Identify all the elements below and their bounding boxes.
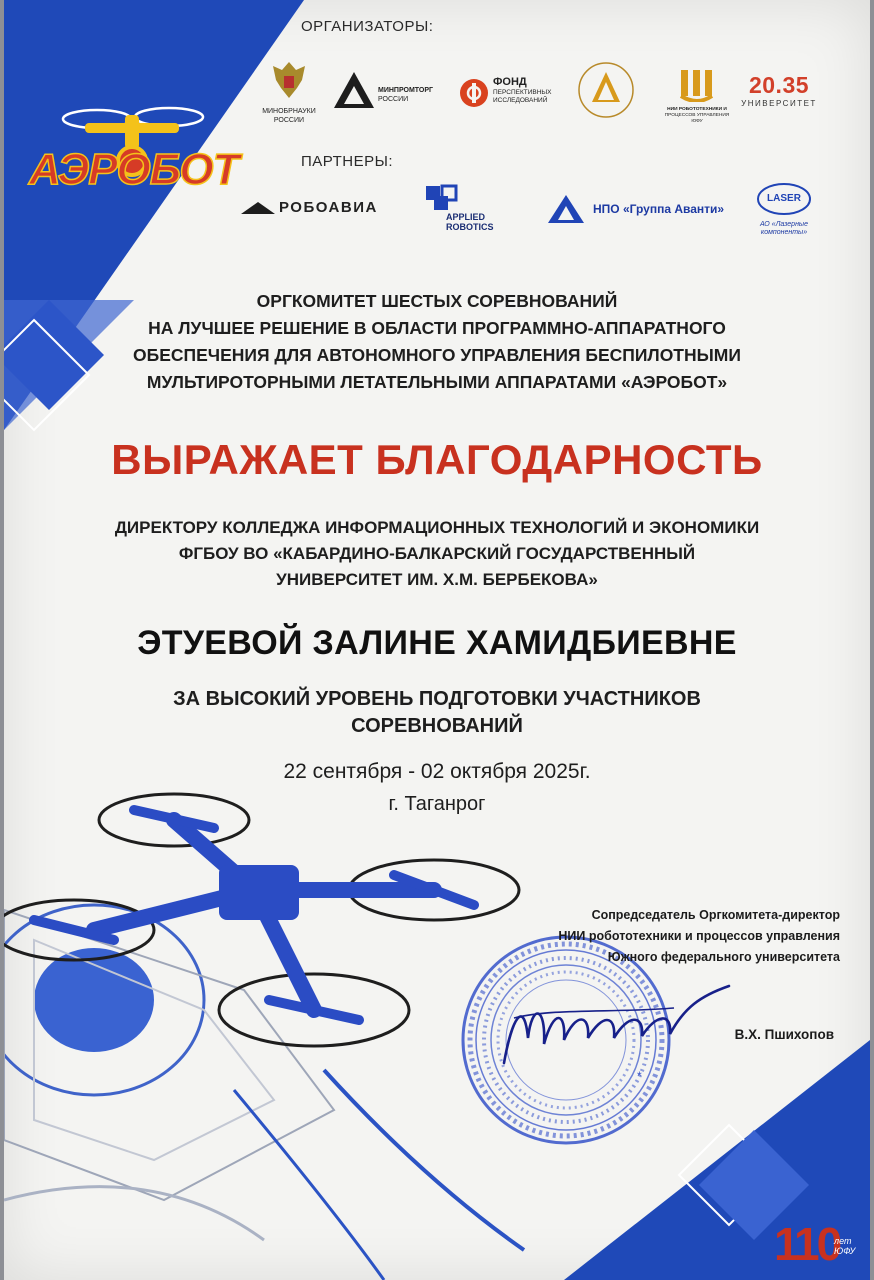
organizer-logo-2035: 20.35 УНИВЕРСИТЕТ — [741, 72, 817, 108]
anniversary-logo — [774, 1218, 864, 1274]
applied-robotics-logo-icon — [424, 184, 460, 212]
certificate-sheet — [4, 0, 870, 1280]
fpi-logo-icon — [459, 78, 489, 108]
organizer-logo-minprom: МИНПРОМТОРГ РОССИИ — [332, 70, 432, 116]
handwritten-signature — [494, 978, 739, 1078]
anniversary-label: лет ЮФУ — [834, 1236, 856, 1256]
laser-logo-icon — [754, 182, 814, 216]
organizer-logo-nii: НИИ РОБОТОТЕХНИКИ И ПРОЦЕССОВ УПРАВЛЕНИЯ ЮФУ — [664, 66, 730, 122]
nii-logo-icon — [677, 66, 717, 102]
svg-text:LASER: LASER — [767, 193, 801, 204]
event-logo — [29, 95, 239, 205]
triangle-logo-icon — [332, 70, 376, 110]
organizing-committee-text: ОРГКОМИТЕТ ШЕСТЫХ СОРЕВНОВАНИЙ НА ЛУЧШЕЕ РЕШЕНИЕ В ОБЛАСТИ ПРОГРАММНО-АППАРАТНОГО ОБЕСПЕЧЕНИЯ ДЛЯ АВТОНОМНОГО УПРАВЛЕНИЯ БЕСПИЛОТНЫМИ МУЛЬТИРОТОРНЫМИ ЛЕТАТЕЛЬНЫМИ АППАРАТАМИ «АЭРОБОТ» — [133, 291, 741, 392]
sfedu-emblem-icon — [576, 58, 636, 120]
eagle-emblem-icon — [269, 58, 309, 102]
partner-logo-avanti: НПО «Группа Аванти» — [547, 194, 747, 224]
organizer-logo-sfedu — [576, 58, 636, 120]
organizer-logo-fpi: ФОНД ПЕРСПЕКТИВНЫХ ИССЛЕДОВАНИЙ — [459, 74, 569, 114]
partner-logo-roboavia: РОБОАВИА — [241, 198, 411, 220]
organizer-logo-minobr: МИНОБРНАУКИ РОССИИ — [259, 58, 319, 120]
partner-logo-laser: LASER АО «Лазерные компоненты» — [749, 182, 819, 242]
event-logo-text: АЭРОБОТ — [29, 145, 239, 194]
partner-logo-applied-robotics: APPLIED ROBOTICS — [424, 184, 544, 236]
recipient-name: ЭТУЕВОЙ ЗАЛИНЕ ХАМИДБИЕВНЕ — [137, 624, 737, 662]
avanti-logo-icon — [547, 194, 585, 224]
roboavia-logo-icon — [241, 202, 275, 214]
award-reason: ЗА ВЫСОКИЙ УРОВЕНЬ ПОДГОТОВКИ УЧАСТНИКОВ СОРЕВНОВАНИЙ — [173, 688, 701, 737]
recipient-position: ДИРЕКТОРУ КОЛЛЕДЖА ИНФОРМАЦИОННЫХ ТЕХНОЛОГИЙ И ЭКОНОМИКИ ФГБОУ ВО «КАБАРДИНО-БАЛКАРСКИЙ ГОСУДАРСТВЕННЫЙ УНИВЕРСИТЕТ ИМ. Х.М. БЕРБЕКОВА» — [114, 518, 760, 589]
partners-label: ПАРТНЕРЫ: — [301, 153, 394, 170]
svg-text:*: * — [637, 1069, 642, 1083]
signatory-title: Сопредседатель Оргкомитета-директор НИИ робототехники и процессов управления Южного федерального университета — [558, 908, 840, 964]
signatory-name: В.Х. Пшихопов — [734, 1027, 834, 1042]
thanks-heading: ВЫРАЖАЕТ БЛАГОДАРНОСТЬ — [111, 436, 763, 483]
event-city: г. Таганрог — [388, 793, 486, 815]
organizers-label: ОРГАНИЗАТОРЫ: — [301, 18, 434, 35]
anniversary-number: 110 — [774, 1218, 840, 1270]
event-dates: 22 сентября - 02 октября 2025г. — [283, 760, 591, 783]
